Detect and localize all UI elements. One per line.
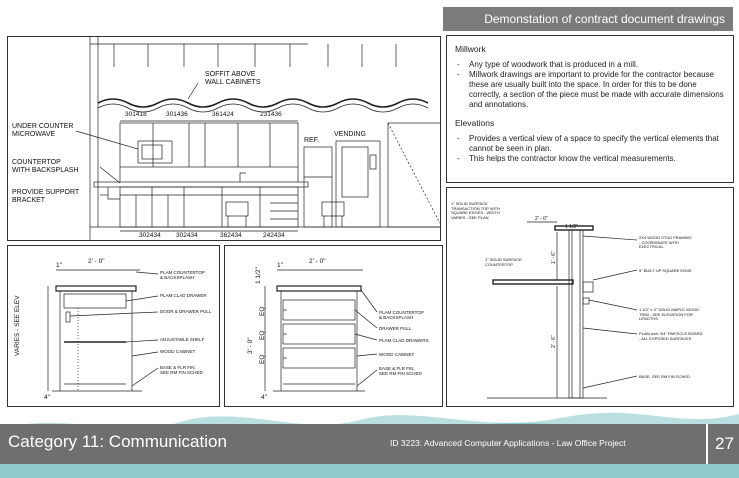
lower-code: 242434 (263, 232, 285, 239)
lower-code: 302434 (176, 232, 198, 239)
footer-bar (0, 424, 739, 464)
list-item: - Provides a vertical view of a space to specify the vertical elements that cannot be seen in plan. (455, 134, 725, 154)
dim-small: 1" (56, 262, 62, 269)
callout: BASE & FLR FIN, SEE RM FIN SCHED (160, 365, 203, 375)
callout: BASE & FLR FIN, SEE RM FIN SCHED (379, 366, 422, 376)
callout: ADJUSTABLE SHELF (160, 337, 205, 342)
label-soffit: SOFFIT ABOVE WALL CABINETS (205, 71, 261, 86)
dim-eq: EQ (259, 354, 266, 364)
millwork-list (455, 60, 725, 110)
label-ref: REF. (304, 137, 320, 144)
label-vending: VENDING (334, 131, 366, 138)
callout: DOOR & DRAWER PULL (160, 309, 212, 314)
page-number: 27 (706, 424, 739, 464)
callout: PLAM CLAD DRAWERS (379, 338, 429, 343)
label-bracket: PROVIDE SUPPORT BRACKET (12, 189, 80, 204)
notes-panel (446, 35, 734, 183)
callout: WOOD CABINET (379, 352, 415, 357)
upper-code: 361424 (212, 111, 234, 118)
elevations-heading: Elevations (455, 118, 495, 128)
category-title: Category 11: Communication (8, 432, 227, 451)
dim-top: 2' - 0" (88, 258, 105, 265)
dim-top: 2' - 0" (535, 216, 548, 222)
callout: PLAM COUNTERTOP & BACKSPLASH (160, 270, 205, 280)
lower-code: 362434 (220, 232, 242, 239)
callout: DRAWER PULL (379, 326, 412, 331)
callout: 1" SOLID SURFACE COUNTERTOP (485, 257, 522, 267)
callout: BASE, SEE RM FIN SCHED (639, 374, 690, 379)
list-item: - This helps the contractor know the vertical measurements. (455, 154, 725, 164)
dim-base: 4" (261, 394, 267, 401)
elevation-drawing (8, 37, 441, 241)
callout: PLAM COUNTERTOP & BACKSPLASH (379, 310, 424, 320)
dim-height: 3' - 0" (247, 337, 254, 354)
dim-small: 1" (277, 262, 283, 269)
dim-base: 4" (44, 394, 50, 401)
upper-code: 301436 (166, 111, 188, 118)
callout: WOOD CABINET (160, 349, 196, 354)
dim-eq: EQ (259, 330, 266, 340)
dim-upper: 1' - 6" (551, 251, 557, 264)
list-item: - Any type of woodwork that is produced in a mill. (455, 60, 725, 70)
label-microwave: UNDER COUNTER MICROWAVE (12, 123, 74, 138)
lower-code: 302434 (139, 232, 161, 239)
upper-code: 301418 (125, 111, 147, 118)
dim-lower: 2' - 6" (551, 335, 557, 348)
upper-code: 231436 (260, 111, 282, 118)
dim-side: 1 1/2" (255, 267, 262, 284)
millwork-heading: Millwork (455, 44, 486, 54)
dim-top: 2' - 0" (309, 258, 326, 265)
callout: 2X4 WOOD STUD FRAMING - COORDINATE WITH ELECTRICAL (639, 235, 692, 249)
callout: 1" SOLID SURFACE TRANSACTION TOP WITH SQUARE EDGES - WIDTH VARIES - SEE PLAN (451, 201, 501, 220)
elevations-list (455, 134, 725, 164)
course-title: ID 3223: Advanced Computer Applications - Law Office Project (390, 438, 626, 448)
section-drawing-left (7, 245, 220, 407)
elevation-drawing-panel (7, 36, 441, 241)
label-countertop: COUNTERTOP WITH BACKSPLASH (12, 159, 79, 174)
callout: PLAM over 3/4" PARTICLE BOARD - ALL EXPOSED SURFACES (639, 331, 703, 341)
dim-eq: EQ (259, 306, 266, 316)
callout: PLAM CLAD DRAWER (160, 293, 207, 298)
dim-width: 1 1/2" (565, 224, 578, 230)
slide-title: Demonstation of contract document drawings (443, 7, 733, 31)
callout: 5" BUILT UP SQUARE EDGE (639, 268, 692, 273)
section-drawing-middle (224, 245, 443, 407)
callout: 1 1/2" x 3" SOLID MAPLE WOOD TRIM - SEE ELEVATION FOR LENGTHS (639, 307, 699, 321)
section-right-drawing (447, 188, 734, 407)
dim-height: VARIES - SEE ELEV (14, 295, 21, 356)
list-item: - Millwork drawings are important to provide for the contractor because these are usually built into the space. In order for this to be done correctly, a section of the piece must be made with accurate dimensions and annotations. (455, 70, 725, 110)
section-drawing-right (446, 187, 734, 407)
